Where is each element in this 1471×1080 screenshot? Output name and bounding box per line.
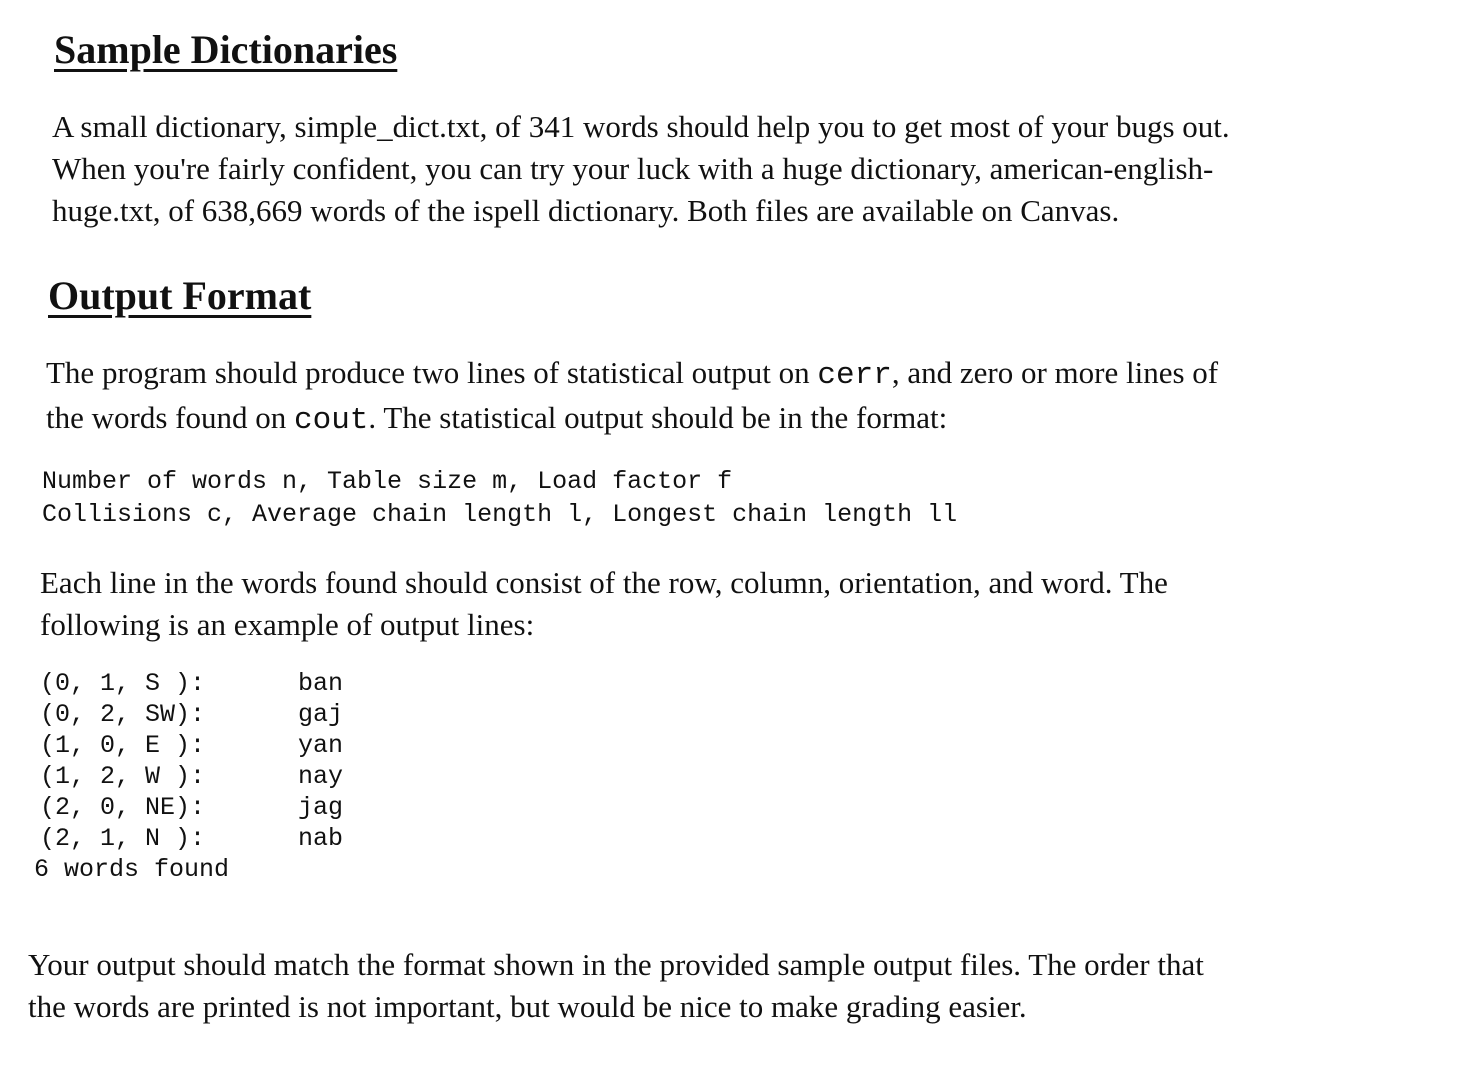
output-coord: (1, 0, E ): xyxy=(40,731,206,760)
output-word: nab xyxy=(298,824,344,853)
output-coord: (0, 2, SW): xyxy=(40,700,206,729)
heading-sample-dictionaries: Sample Dictionaries xyxy=(54,27,398,72)
paragraph-line: huge.txt, of 638,669 words of the ispell dictionary. Both files are available on Canvas. xyxy=(52,193,1120,228)
output-row xyxy=(40,699,343,730)
example-output xyxy=(34,668,344,885)
output-coord: (1, 2, W ): xyxy=(40,762,206,791)
cout-code: cout xyxy=(293,403,369,438)
intro-line-1 xyxy=(46,352,1218,397)
output-row xyxy=(40,823,343,854)
output-footer: 6 words found xyxy=(34,855,230,884)
paragraph-line: When you're fairly confident, you can try your luck with a huge dictionary, american-english- xyxy=(52,151,1214,186)
paragraph-line: the words are printed is not important, but would be nice to make grading easier. xyxy=(28,989,1027,1024)
stats-format-line: Collisions c, Average chain length l, Longest chain length ll xyxy=(42,500,958,529)
output-word: jag xyxy=(298,793,344,822)
output-row xyxy=(40,668,343,699)
output-row xyxy=(40,761,343,792)
intro-text: . The statistical output should be in the format: xyxy=(368,400,948,435)
intro-line-2 xyxy=(46,397,1218,442)
output-word: yan xyxy=(298,731,344,760)
sample-dictionaries-paragraph xyxy=(52,106,1230,232)
output-coord: (2, 1, N ): xyxy=(40,824,206,853)
output-word: nay xyxy=(298,762,344,791)
closing-paragraph xyxy=(28,944,1204,1028)
line-description-paragraph xyxy=(40,562,1168,646)
cerr-code: cerr xyxy=(817,358,892,393)
intro-text: , and zero or more lines of xyxy=(891,355,1219,390)
output-word: ban xyxy=(298,669,344,698)
output-word: gaj xyxy=(298,700,344,729)
stats-format-block xyxy=(42,465,957,531)
intro-text: The program should produce two lines of statistical output on xyxy=(46,355,818,390)
output-coord: (0, 1, S ): xyxy=(40,669,206,698)
paragraph-line: A small dictionary, simple_dict.txt, of 341 words should help you to get most of your bugs out. xyxy=(52,109,1230,144)
heading-output-format: Output Format xyxy=(48,273,312,318)
intro-text: the words found on xyxy=(46,400,294,435)
paragraph-line: Each line in the words found should consist of the row, column, orientation, and word. The xyxy=(40,565,1168,600)
output-coord: (2, 0, NE): xyxy=(40,793,206,822)
paragraph-line: following is an example of output lines: xyxy=(40,607,535,642)
output-row xyxy=(40,730,343,761)
paragraph-line: Your output should match the format shown in the provided sample output files. The order that xyxy=(28,947,1204,982)
output-row xyxy=(40,792,343,823)
stats-format-line: Number of words n, Table size m, Load factor f xyxy=(42,467,733,496)
output-format-intro xyxy=(46,352,1218,442)
